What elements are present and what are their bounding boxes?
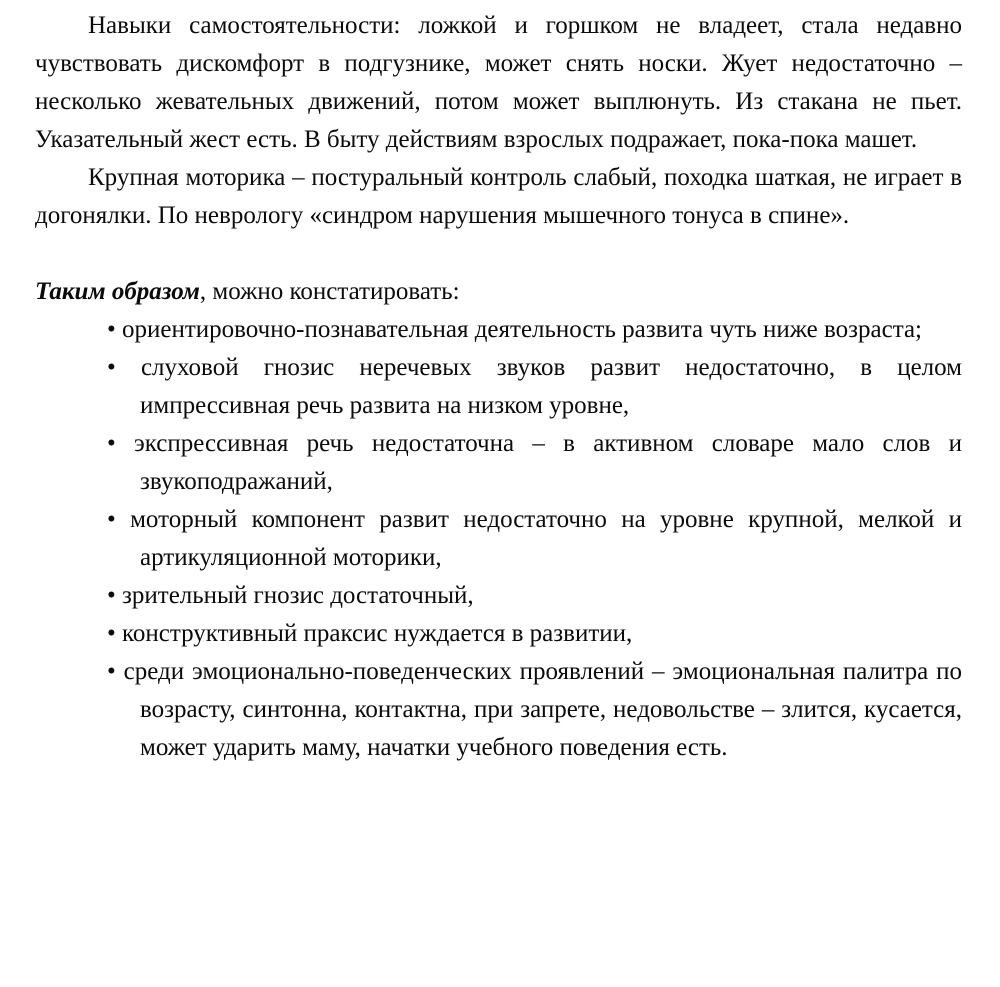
bullet-marker: • [107, 582, 116, 609]
bullet-marker: • [107, 430, 116, 457]
list-item [107, 501, 963, 577]
bullet-marker: • [107, 658, 116, 685]
paragraph-gross-motor: Крупная моторика – постуральный контроль слабый, походка шаткая, не играет в догонялки. По неврологу «синдром нарушения мышечного тонуса в спине». [35, 164, 962, 229]
list-item [107, 577, 962, 615]
list-item-text: ориентировочно-познавательная деятельность развита чуть ниже возраста; [122, 316, 923, 343]
conclusion-list [35, 311, 962, 767]
list-item [107, 425, 962, 501]
list-item [107, 349, 963, 425]
list-item-text: экспрессивная речь недостаточна – в активном словаре мало слов и звукоподражаний, [134, 430, 962, 495]
list-item [107, 653, 962, 767]
list-item-text: среди эмоционально-поведенческих проявлений – эмоциональная палитра по возрасту, синтонна, контактна, при запрете, недовольстве – злится, кусается, может ударить маму, начатки учебного поведения есть. [123, 658, 962, 761]
paragraph-self-care-skills: Навыки самостоятельности: ложкой и горшком не владеет, стала недавно чувствовать дискомфорт в подгузнике, может снять носки. Жует недостаточно – несколько жевательных движений, потом может выплюнуть. Из стакана не пьет. Указательный жест есть. В быту действиям взрослых подражает, пока-пока машет. [35, 12, 962, 153]
bullet-marker: • [107, 354, 116, 381]
bullet-marker: • [107, 316, 116, 343]
conclusion-lead-rest: , можно констатировать: [199, 278, 460, 305]
conclusion-lead-line [35, 273, 962, 311]
bullet-marker: • [107, 506, 116, 533]
list-item-text: конструктивный праксис нуждается в развитии, [122, 620, 633, 647]
list-item [107, 615, 962, 653]
conclusion-lead-emphasis: Таким образом [35, 278, 200, 305]
bullet-marker: • [107, 620, 116, 647]
list-item-text: слуховой гнозис неречевых звуков развит недостаточно, в целом импрессивная речь развита на низком уровне, [140, 354, 963, 419]
list-item [107, 311, 962, 349]
list-item-text: моторный компонент развит недостаточно на уровне крупной, мелкой и артикуляционной моторики, [130, 506, 963, 571]
list-item-text: зрительный гнозис достаточный, [122, 582, 474, 609]
